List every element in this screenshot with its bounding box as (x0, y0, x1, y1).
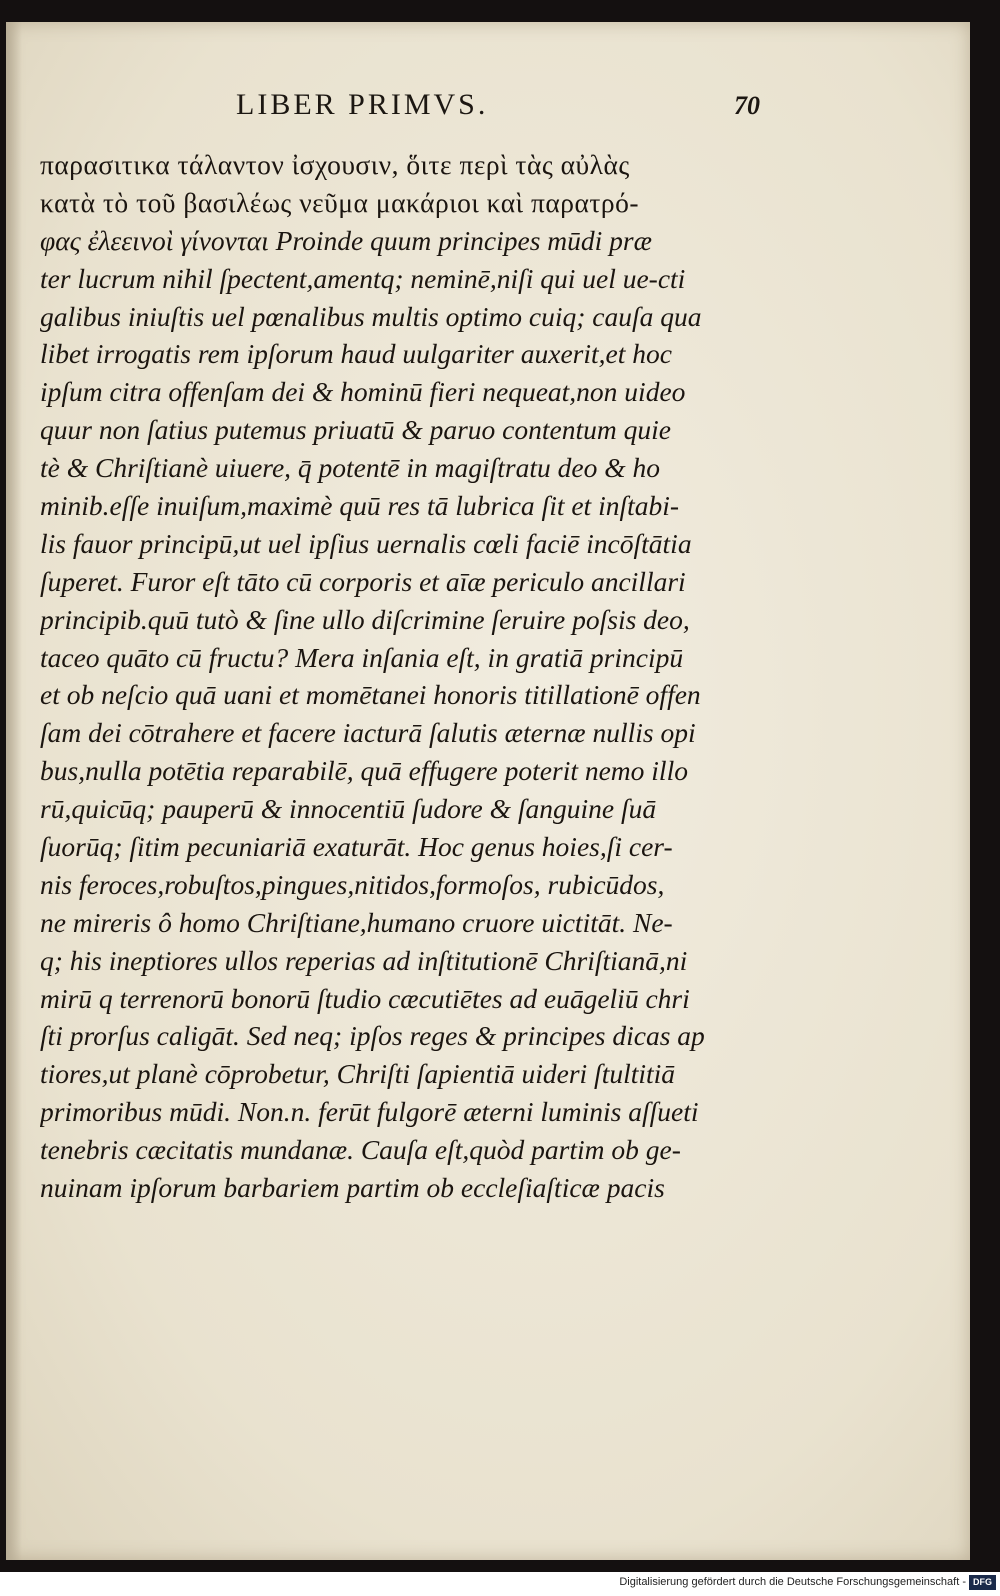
text-line: rū,quicūq; pauperū & innocentiū ſudore & ſanguine ſuā (40, 793, 657, 825)
text-line: principib.quū tutò & ſine ullo diſcrimine ſeruire poſsis deo, (40, 603, 690, 635)
text-line: ſti prorſus caligāt. Sed neq; ipſos reges & principes dicas ap (40, 1020, 705, 1052)
running-head-title: LIBER PRIMVS. (236, 88, 489, 121)
text-line: tiores,ut planè cōprobetur, Chriſti ſapientiā uideri ſtultitiā (40, 1058, 676, 1090)
text-line: nuinam ipſorum barbariem partim ob eccleſiaſticæ pacis (40, 1172, 665, 1204)
text-line: παρασιτικα τάλαντον ἰσχουσιν, ὅιτε περὶ τὰς αὐλὰς (40, 149, 630, 180)
text-line: tè & Chriſtianè uiuere, q̄ potentē in magiſtratu deo & ho (40, 452, 660, 484)
text-line: q; his ineptiores ullos reperias ad inſtitutionē Chriſtianā,ni (40, 944, 688, 976)
text-line: libet irrogatis rem ipſorum haud uulgariter auxerit,et hoc (40, 338, 672, 370)
text-line: φας ἐλεεινοὶ γίνονται Proinde quum principes mūdi præ (40, 224, 652, 256)
text-line: ſuperet. Furor eſt tāto cū corporis et aīæ periculo ancillari (40, 565, 686, 597)
text-line: galibus iniuſtis uel pœnalibus multis optimo cuiq; cauſa qua (40, 300, 702, 332)
text-line: κατὰ τὸ τοῦ βασιλέως νεῦμα μακάριοι καὶ παρατρό- (40, 186, 640, 218)
text-line: tenebris cæcitatis mundanæ. Cauſa eſt,quòd partim ob ge- (40, 1134, 681, 1166)
text-line: bus,nulla potētia reparabilē, quā effugere poterit nemo illo (40, 755, 688, 787)
text-line: mirū q terrenorū bonorū ſtudio cæcutiētes ad euāgeliū chri (40, 982, 690, 1014)
page-spine-shadow (6, 22, 22, 1560)
body-text (40, 146, 762, 1207)
text-line: ter lucrum nihil ſpectent,amentq; neminē,niſi qui uel ue-cti (40, 262, 686, 294)
text-line: taceo quāto cū fructu? Mera inſania eſt, in gratiā principū (40, 641, 684, 673)
text-line: minib.eſſe inuiſum,maximè quū res tā lubrica ſit et inſtabi- (40, 490, 680, 522)
folio-number: 70 (734, 91, 760, 120)
text-line: et ob neſcio quā uani et momētanei honoris titillationē offen (40, 679, 701, 711)
text-line: nis feroces,robuſtos,pingues,nitidos,formoſos, rubicūdos, (40, 868, 665, 900)
book-page (6, 22, 970, 1560)
text-line: primoribus mūdi. Non.n. ferūt fulgorē æterni luminis aſſueti (40, 1096, 699, 1128)
text-line: ſam dei cōtrahere et facere iacturā ſalutis æternæ nullis opi (40, 717, 696, 749)
text-line: ne mireris ô homo Chriſtiane,humano cruore uictitāt. Ne- (40, 906, 673, 938)
running-head (40, 88, 760, 122)
text-line: ſuorūq; ſitim pecuniariā exaturāt. Hoc genus hoies,ſi cer- (40, 831, 673, 863)
dfg-logo-icon: DFG (969, 1575, 996, 1590)
text-line: quur non ſatius putemus priuatū & paruo contentum quie (40, 414, 671, 446)
text-line: ipſum citra offenſam dei & hominū fieri nequeat,non uideo (40, 376, 686, 408)
digitization-footer (0, 1572, 1000, 1596)
text-line: lis fauor principū,ut uel ipſius uernalis cœli faciē incōſtātia (40, 527, 692, 559)
footer-credit: Digitalisierung gefördert durch die Deutsche Forschungsgemeinschaft - (619, 1576, 966, 1588)
